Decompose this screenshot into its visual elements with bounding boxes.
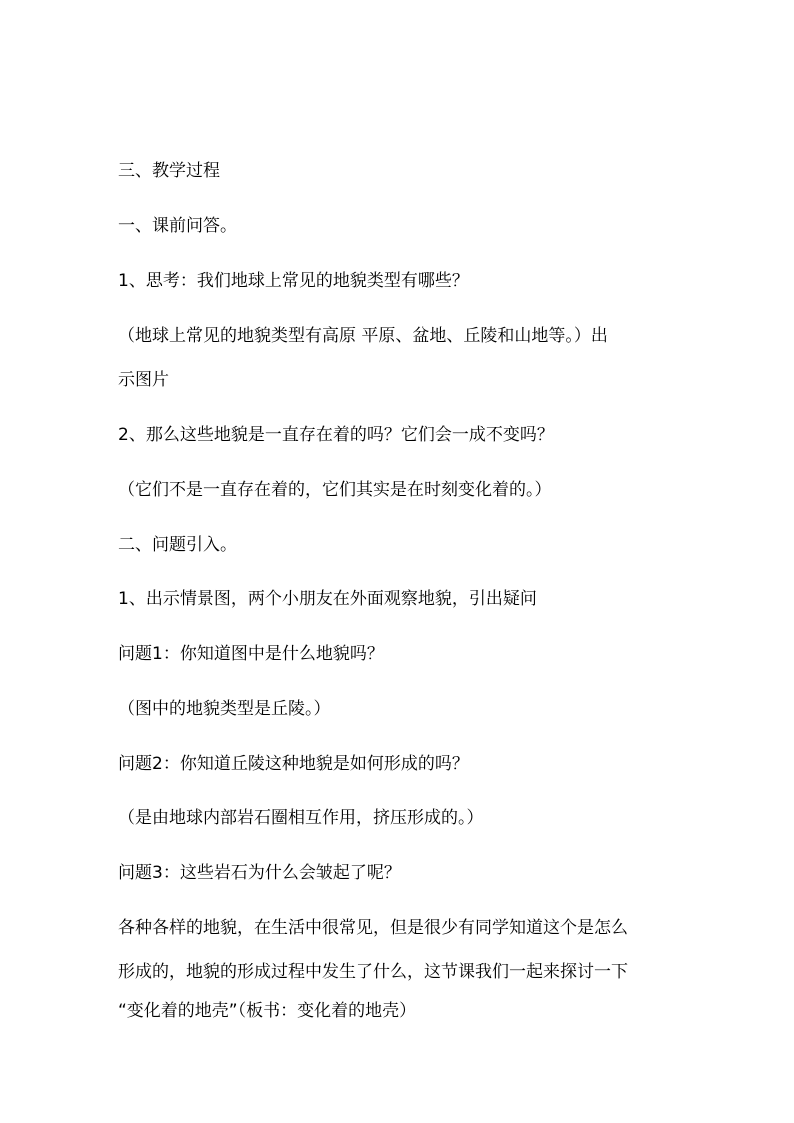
problem-1-text: 问题1：你知道图中是什么地貌吗？ [118, 644, 384, 664]
answer-1-text-line-2: 示图片 [118, 370, 169, 390]
answer-1-text-line-1: （地球上常见的地貌类型有高原 平原、盆地、丘陵和山地等。）出 [118, 326, 608, 346]
closing-paragraph-line-1: 各种各样的地貌，在生活中很常见，但是很少有同学知道这个是怎么 [118, 918, 628, 938]
subsection-heading-pre-class-qa: 一、课前问答。 [118, 216, 237, 236]
problem-1-answer: （图中的地貌类型是丘陵。） [118, 699, 331, 719]
question-1-text: 1、思考：我们地球上常见的地貌类型有哪些？ [118, 271, 469, 291]
problem-2-text: 问题2：你知道丘陵这种地貌是如何形成的吗？ [118, 754, 469, 774]
problem-2-answer: （是由地球内部岩石圈相互作用，挤压形成的。） [118, 808, 484, 828]
problem-3-text: 问题3：这些岩石为什么会皱起了呢？ [118, 863, 401, 883]
answer-2-text: （它们不是一直存在着的，它们其实是在时刻变化着的。） [118, 480, 552, 500]
closing-paragraph-line-2: 形成的，地貌的形成过程中发生了什么，这节课我们一起来探讨一下 [118, 962, 628, 982]
section-heading-teaching-process: 三、教学过程 [118, 161, 220, 181]
intro-step-1-text: 1、出示情景图，两个小朋友在外面观察地貌，引出疑问 [118, 589, 537, 609]
subsection-heading-problem-intro: 二、问题引入。 [118, 535, 237, 555]
question-2-text: 2、那么这些地貌是一直存在着的吗？它们会一成不变吗？ [118, 425, 554, 445]
closing-paragraph-line-3: “变化着的地壳”（板书：变化着的地壳） [118, 1001, 417, 1021]
